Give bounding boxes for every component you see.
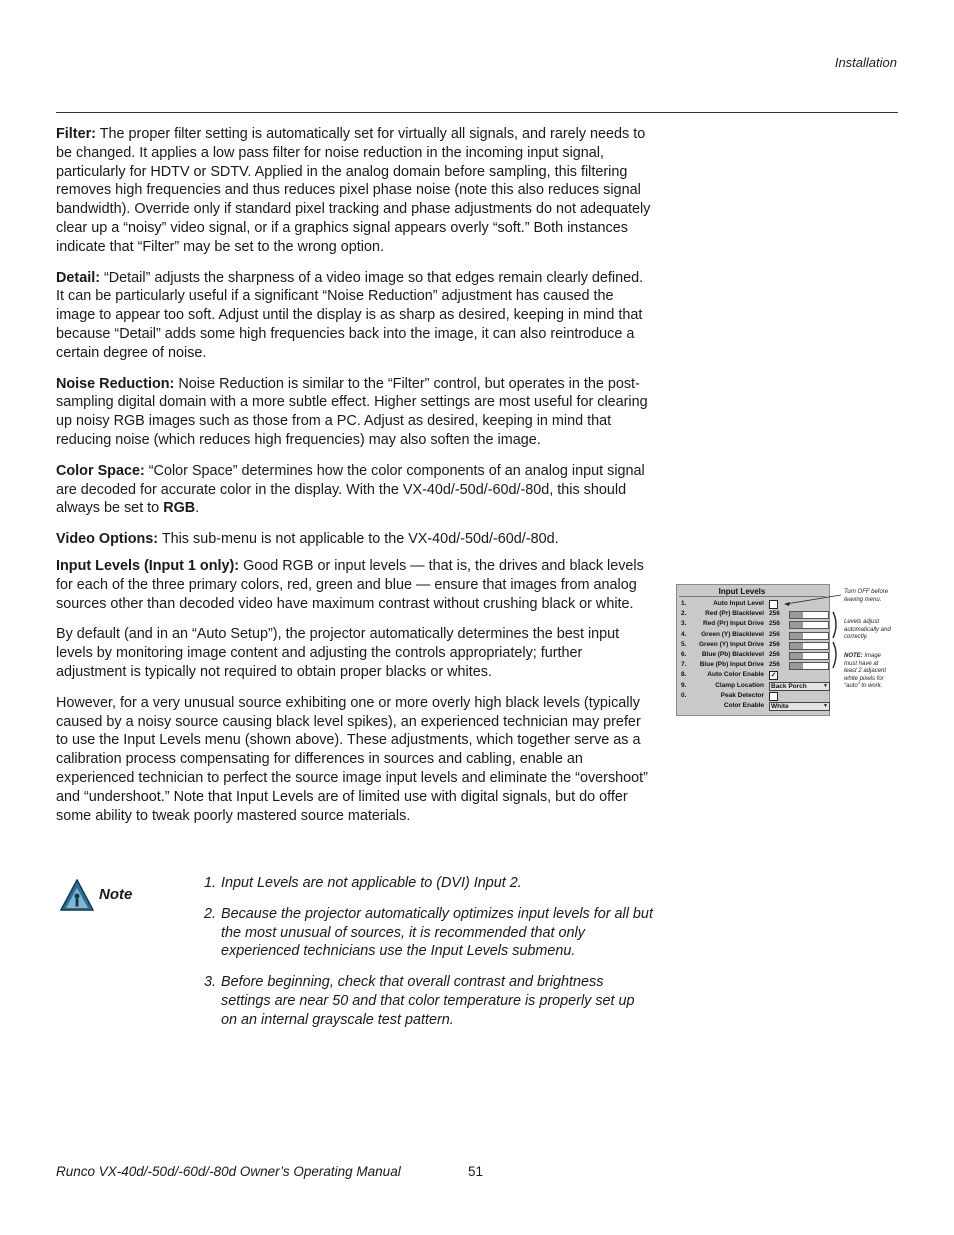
menu-row-number: 7.: [681, 661, 687, 669]
color-space-emphasis: RGB: [163, 500, 196, 517]
menu-title: Input Levels: [718, 587, 766, 596]
menu-row-label: Green (Y) Input Drive: [698, 640, 764, 648]
noise-reduction-term: Noise Reduction:: [56, 375, 175, 392]
note-item: [204, 973, 654, 1029]
note-item-text: Input Levels are not applicable to (DVI) Input 2.: [221, 875, 522, 891]
chevron-down-icon: ▼: [823, 682, 828, 689]
page-number: 51: [468, 1164, 484, 1179]
note-item-number: 3.: [204, 974, 217, 991]
menu-row-label: Peak Detector: [720, 691, 764, 699]
color-space-end: .: [195, 500, 200, 517]
however-paragraph: However, for a very unusual source exhibiting one or more overly high black levels (typically caused by a noisy source causing black level spikes), an experienced technician may prefer to use the Input Levels menu (shown above). These adjustments, which together serve as a calibration process compensating for differences in sources and cabling, enable an experienced technician to perfect the source image input levels and eliminate the “overshoot” and “undershoot.” Note that Input Levels are of limited use with digital signals, but do offer some ability to tweak poorly mastered source materials.: [56, 694, 648, 824]
menu-row-number: 0.: [681, 691, 687, 699]
turn-off-annotation: Turn OFF before leaving menu.: [844, 589, 889, 603]
pixel-note-text: Image must have at least 2 adjacent white pixels for “auto” to work.: [844, 653, 887, 689]
menu-row-label: Blue (Pb) Input Drive: [699, 661, 764, 669]
pixel-note-annotation: [844, 653, 890, 691]
filter-term: Filter:: [56, 126, 96, 142]
black-levels-brace: [833, 642, 836, 668]
menu-row-number: 6.: [681, 651, 687, 658]
menu-row-value: 256: [769, 661, 780, 669]
filter-text: The proper filter setting is automatically set for virtually all signals, and rarely needs to be changed. It applies a low pass filter for noise reduction in the incoming input signal, particularly for HDTV or SDTV. Applied in the analog domain before sampling, this filtering removes high frequencies and thus reduces pixel phase noise (note this also reduces signal bandwidth). Override only if standard pixel tracking and phase adjustments do not adequately clear up a “noisy” video signal, or if a graphics signal appears overly “soft.” Both instances indicate that “Filter” may be set to the wrong option.: [56, 126, 651, 255]
menu-row-number: 1.: [681, 600, 687, 607]
video-options-term: Video Options:: [56, 531, 159, 548]
footer-title: Runco VX-40d/-50d/-60d/-80d Owner’s Operating Manual: [56, 1164, 401, 1179]
color-space-paragraph: [56, 462, 654, 518]
menu-row-value: 256: [769, 630, 780, 638]
input-levels-menu-figure: [676, 584, 916, 724]
menu-row-label: Auto Input Level: [713, 600, 764, 607]
menu-dropdown-value: Back Porch: [771, 682, 807, 690]
chevron-down-icon: ▼: [823, 703, 828, 709]
noise-reduction-text: Noise Reduction is similar to the “Filter” control, but operates in the post-sampling digital domain with a more subtle effect. Higher settings are most useful for clearing up noisy RGB images such as those from a PC. Adjust as desired, keeping in mind that reducing noise (which reduces high frequencies) may also soften the image.: [56, 375, 648, 448]
note-item-number: 2.: [204, 905, 217, 922]
note-list: [204, 874, 654, 1042]
turn-off-pointer-line: [786, 595, 841, 604]
menu-checkbox[interactable]: ✓: [770, 672, 777, 680]
video-options-text: This sub-menu is not applicable to the VX-40d/-50d/-60d/-80d.: [158, 531, 559, 548]
section-label: Installation: [834, 55, 897, 70]
menu-row-label: Color Enable: [723, 702, 764, 709]
detail-paragraph: [56, 269, 654, 363]
detail-text: “Detail” adjusts the sharpness of a video image so that edges remain clearly defined. It can be particularly useful if a significant “Noise Reduction” adjustment has caused the image to appear too soft. Adjust until the display is as sharp as desired, keeping in mind that because “Detail” adds some high frequencies back into the image, it can also reintroduce a certain degree of noise.: [56, 269, 644, 361]
menu-row-value: 256: [769, 651, 780, 658]
menu-row-number: 9.: [681, 681, 687, 689]
menu-row-value: 256: [769, 640, 780, 648]
levels-adjust-annotation: Levels adjust automatically and correctly.: [844, 619, 891, 640]
menu-row-label: Red (Pr) Input Drive: [702, 620, 764, 628]
note-item: [204, 905, 654, 961]
note-heading: Note: [99, 886, 133, 903]
header-rule: [56, 112, 898, 113]
menu-row-number: 4.: [681, 630, 687, 638]
menu-row-number: 5.: [681, 640, 687, 648]
menu-row-label: Green (Y) Blacklevel: [701, 630, 764, 638]
menu-row-label: Auto Color Enable: [707, 671, 764, 679]
color-space-term: Color Space:: [56, 462, 145, 479]
input-levels-paragraph: [56, 557, 654, 613]
menu-row-number: 2.: [681, 610, 687, 618]
input-levels-text: Good RGB or input levels — that is, the drives and black levels for each of the three primary colors, red, green and blue — ensure that images from analog sources other than decoded video have maximum contrast without crushing black or white.: [56, 557, 644, 612]
note-item-number: 1.: [204, 875, 217, 891]
detail-term: Detail:: [56, 269, 100, 286]
body-text: [56, 125, 654, 837]
color-space-text: “Color Space” determines how the color components of an analog input signal are decoded for accurate color in the display. With the VX-40d/-50d/-60d/-80d, this should always be set to: [56, 462, 645, 517]
menu-row-value: 256: [769, 610, 780, 618]
pixel-note-label: NOTE:: [844, 653, 863, 659]
drive-levels-brace: [833, 612, 836, 638]
menu-row-value: 256: [769, 620, 780, 628]
input-levels-term: Input Levels (Input 1 only):: [56, 557, 240, 574]
menu-row-label: Blue (Pb) Blacklevel: [701, 651, 764, 658]
menu-row-number: 8.: [681, 671, 687, 679]
filter-paragraph: [56, 125, 654, 257]
menu-row-label: Red (Pr) Blacklevel: [705, 610, 764, 618]
note-pointer-icon: [60, 879, 94, 913]
note-item-text: Because the projector automatically optimizes input levels for all but the most unusual of sources, it is recommended that only experienced technicians use the Input Levels submenu.: [221, 905, 653, 960]
note-item-text: Before beginning, check that overall contrast and brightness settings are near 50 and that color temperature is properly set up on an internal grayscale test pattern.: [221, 974, 635, 1028]
turn-off-arrowhead: [784, 602, 790, 606]
menu-row-label: Clamp Location: [715, 681, 764, 689]
menu-row-number: 3.: [681, 620, 687, 628]
noise-reduction-paragraph: [56, 375, 654, 450]
video-options-paragraph: [56, 530, 654, 549]
note-item: [204, 874, 654, 893]
menu-dropdown-value: White: [771, 703, 789, 710]
by-default-paragraph: By default (and in an “Auto Setup”), the projector automatically determines the best input levels by monitoring image content and adjusting the controls appropriately; further adjustment is typically not required to obtain proper blacks or whites.: [56, 626, 620, 680]
